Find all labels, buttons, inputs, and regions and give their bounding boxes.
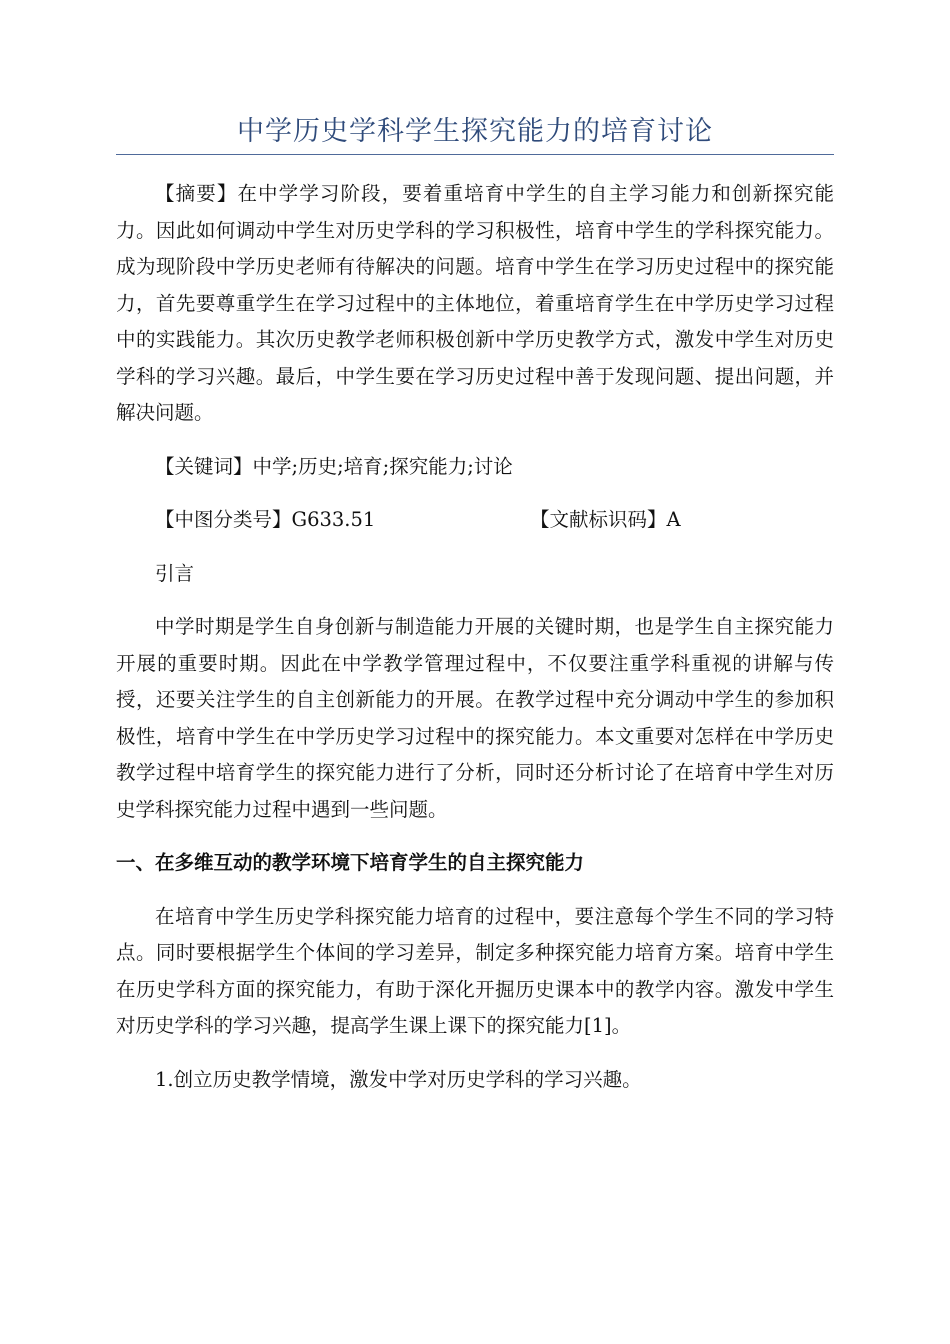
title-underline xyxy=(116,154,834,155)
doc-code-cell xyxy=(530,502,681,539)
intro-paragraph: 中学时期是学生自身创新与制造能力开展的关键时期，也是学生自主探究能力开展的重要时期。因此在中学教学管理过程中，不仅要注重学科重视的讲解与传授，还要关注学生的自主创新能力的开展。在教学过程中充分调动中学生的参加积极性，培育中学生在中学历史学习过程中的探究能力。本文重要对怎样在中学历史教学过程中培育学生的探究能力进行了分析，同时还分析讨论了在培育中学生对历史学科探究能力过程中遇到一些问题。 xyxy=(116,615,834,821)
section-1-paragraph: 在培育中学生历史学科探究能力培育的过程中，要注意每个学生不同的学习特点。同时要根据学生个体间的学习差异，制定多种探究能力培育方案。培育中学生在历史学科方面的探究能力，有助于深化开掘历史课本中的教学内容。激发中学生对历史学科的学习兴趣，提高学生课上课下的探究能力[1]。 xyxy=(116,904,834,1037)
abstract-text: 在中学学习阶段，要着重培育中学生的自主学习能力和创新探究能力。因此如何调动中学生对历史学科的学习积极性，培育中学生的学科探究能力。成为现阶段中学历史老师有待解决的问题。培育中学生在学习历史过程中的探究能力，首先要尊重学生在学习过程中的主体地位，着重培育学生在中学历史学习过程中的实践能力。其次历史教学老师积极创新中学历史教学方式，激发中学生对历史学科的学习兴趣。最后，中学生要在学习历史过程中善于发现问题、提出问题，并解决问题。 xyxy=(116,182,834,424)
item-1-paragraph: 1.创立历史教学情境，激发中学对历史学科的学习兴趣。 xyxy=(155,1067,642,1091)
abstract-label: 【摘要】 xyxy=(155,182,238,205)
keywords-paragraph xyxy=(116,449,834,486)
doc-code-label: 【文献标识码】 xyxy=(530,508,667,531)
document-title: 中学历史学科学生探究能力的培育讨论 xyxy=(237,116,713,147)
classification-label: 【中图分类号】 xyxy=(155,508,292,531)
classification-cell xyxy=(155,502,530,539)
classification-row xyxy=(116,502,834,539)
abstract-paragraph xyxy=(116,176,834,432)
intro-heading: 引言 xyxy=(155,561,195,585)
keywords-text: 中学;历史;培育;探究能力;讨论 xyxy=(252,454,513,478)
doc-code-value: A xyxy=(666,508,681,531)
document-body xyxy=(116,176,834,1115)
classification-value: G633.51 xyxy=(291,508,376,531)
section-1-heading: 一、在多维互动的教学环境下培育学生的自主探究能力 xyxy=(116,851,585,874)
keywords-label: 【关键词】 xyxy=(155,454,253,478)
